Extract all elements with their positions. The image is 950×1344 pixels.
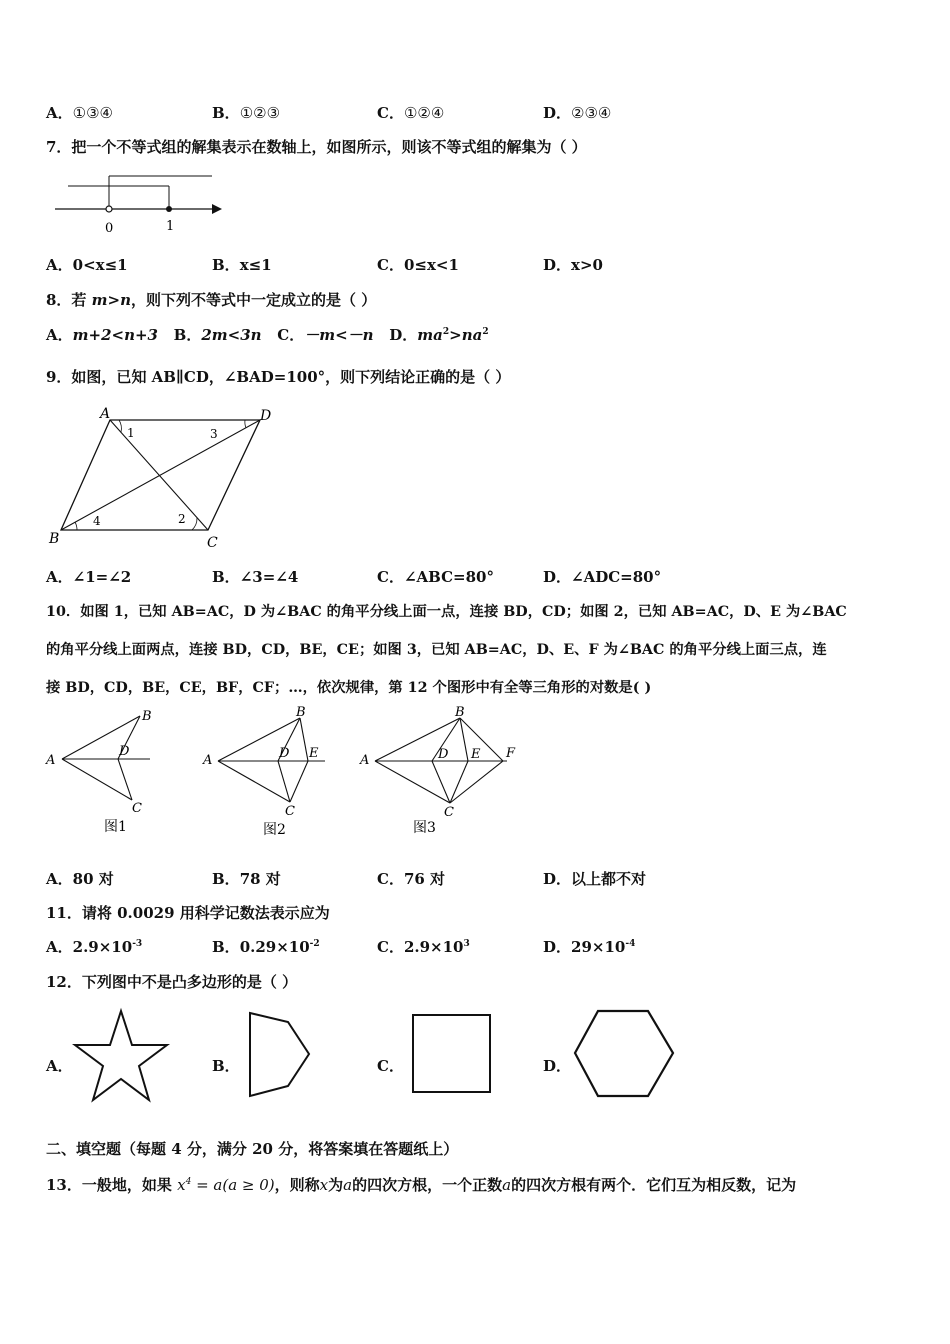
vertex-b: B (49, 531, 60, 547)
q9-option-d: D．∠ADC=80° (543, 568, 662, 586)
angle-4-arc (75, 522, 77, 530)
q7-stem: 7．把一个不等式组的解集表示在数轴上，如图所示，则该不等式组的解集为（ ） (46, 138, 587, 156)
q7-number-line-figure (50, 168, 230, 238)
q12-option-a-label: A． (46, 1057, 73, 1075)
q10-stem-line2: 的角平分线上面两点，连接 BD，CD，BE，CE；如图 3，已知 AB=AC，D、E、F 为∠BAC 的角平分线上面三点，连 (46, 642, 827, 658)
caption-fig2: 图2 (263, 822, 286, 838)
q8-option-a: A．m+2<n+3 (46, 326, 158, 344)
q12-square-figure (410, 1012, 495, 1097)
q9-option-a: A．∠1=∠2 (46, 568, 132, 586)
closed-point-1 (166, 206, 172, 212)
q8-option-c: C．－m<－n (277, 326, 374, 344)
label-e: E (309, 746, 319, 761)
angle-label-3: 3 (210, 427, 218, 441)
angle-label-1: 1 (127, 426, 135, 440)
q11-option-b: B．$0.29\times 10^{-2}$ (212, 938, 320, 956)
q11-option-d: D．$29\times 10^{-4}$ (543, 938, 636, 956)
q12-stem: 12．下列图中不是凸多边形的是（ ） (46, 973, 298, 991)
segment-be (300, 718, 308, 761)
q10-option-a: A．80 对 (46, 870, 114, 888)
label-b: B (142, 709, 152, 724)
q9-parallelogram-figure (45, 402, 285, 552)
q11-stem: 11．请将 0.0029 用科学记数法表示应为 (46, 904, 330, 922)
label-e: E (471, 747, 481, 762)
angle-label-4: 4 (93, 514, 101, 528)
q13-formula: $x^4 = a(a \ge 0)$ (177, 1176, 275, 1194)
q7-option-b: B．x≤1 (212, 256, 272, 274)
label-c: C (444, 805, 454, 820)
caption-fig1: 图1 (104, 819, 127, 835)
segment-cd (432, 761, 450, 803)
label-f: F (506, 746, 516, 761)
segment-ce (450, 761, 468, 803)
angle-label-2: 2 (178, 512, 186, 526)
q6-option-b: B．①②③ (212, 104, 281, 122)
label-a: A (360, 753, 370, 768)
q7-option-d: D．x>0 (543, 256, 603, 274)
q12-option-d-label: D． (543, 1057, 572, 1075)
angle-2-arc (192, 518, 197, 530)
vertex-c: C (207, 535, 218, 551)
q12-hexagon-figure (572, 1008, 677, 1100)
pentagon-icon (250, 1013, 309, 1096)
q11-option-c: C．$2.9\times 10^3$ (377, 938, 470, 956)
vertex-d: D (260, 408, 272, 424)
label-d: D (119, 744, 130, 759)
q12-option-c-label: C． (377, 1057, 404, 1075)
vertex-a: A (100, 406, 111, 422)
label-c: C (132, 801, 142, 816)
q10-figure-2 (200, 704, 345, 839)
q12-pentagon-figure (244, 1010, 319, 1100)
open-point-0 (106, 206, 112, 212)
q10-figure-3 (357, 704, 532, 839)
segment-ac (218, 761, 290, 802)
q13-text: 13．一般地，如果 $x^4 = a(a \ge 0)$，则称x为a的四次方根，一个正数a的四次方根有两个．它们互为相反数，记为 (46, 1176, 797, 1194)
segment-cf (450, 761, 503, 803)
q6-option-d: D．②③④ (543, 104, 612, 122)
q9-stem: 9．如图，已知 AB∥CD，∠BAD=100°，则下列结论正确的是（ ） (46, 368, 511, 386)
q7-option-a: A．0<x≤1 (46, 256, 128, 274)
label-d: D (438, 747, 449, 762)
q12-star-figure (72, 1008, 172, 1103)
q6-option-c: C．①②④ (377, 104, 445, 122)
segment-cd (118, 759, 132, 800)
diagonal-bd (61, 420, 260, 530)
square-icon (413, 1015, 490, 1092)
label-b: B (455, 705, 465, 720)
segment-ac (62, 759, 132, 800)
q8-stem: 8．若 m>n，则下列不等式中一定成立的是（ ） (46, 291, 377, 309)
q6-option-a: A．①③④ (46, 104, 113, 122)
q10-figure-1 (44, 704, 174, 839)
q11-option-a: A．$2.9\times 10^{-3}$ (46, 938, 143, 956)
angle-3-arc (245, 420, 246, 428)
label-a: A (203, 753, 213, 768)
q8-option-d: D．$ma^2>na^2$ (389, 326, 489, 344)
q10-option-b: B．78 对 (212, 870, 281, 888)
q8-options (46, 324, 489, 345)
q10-option-d: D．以上都不对 (543, 870, 647, 888)
q9-option-b: B．∠3=∠4 (212, 568, 299, 586)
q9-option-c: C．∠ABC=80° (377, 568, 494, 586)
number-line-arrow (212, 204, 222, 214)
q10-stem-line3: 接 BD，CD，BE，CE，BF，CF；…，依次规律，第 12 个图形中有全等三角形的对数是( ) (46, 680, 652, 696)
diagonal-ac (110, 420, 208, 530)
q10-option-c: C．76 对 (377, 870, 446, 888)
label-c: C (285, 804, 295, 819)
star-icon (75, 1011, 167, 1100)
q8-option-b: B．2m<3n (173, 326, 262, 344)
q7-option-c: C．0≤x<1 (377, 256, 459, 274)
label-a: A (46, 753, 56, 768)
label-b: B (296, 705, 306, 720)
segment-ac (375, 761, 450, 803)
caption-fig3: 图3 (413, 820, 436, 836)
label-0: 0 (105, 221, 114, 236)
label-d: D (279, 746, 290, 761)
q10-stem-line1: 10．如图 1，已知 AB=AC，D 为∠BAC 的角平分线上面一点，连接 BD，CD；如图 2，已知 AB=AC，D、E 为∠BAC (46, 604, 847, 620)
section2-title: 二、填空题（每题 4 分，满分 20 分，将答案填在答题纸上） (46, 1140, 459, 1158)
hexagon-icon (575, 1011, 673, 1096)
q12-option-b-label: B． (212, 1057, 240, 1075)
segment-ce (290, 761, 308, 802)
label-1: 1 (166, 219, 175, 234)
